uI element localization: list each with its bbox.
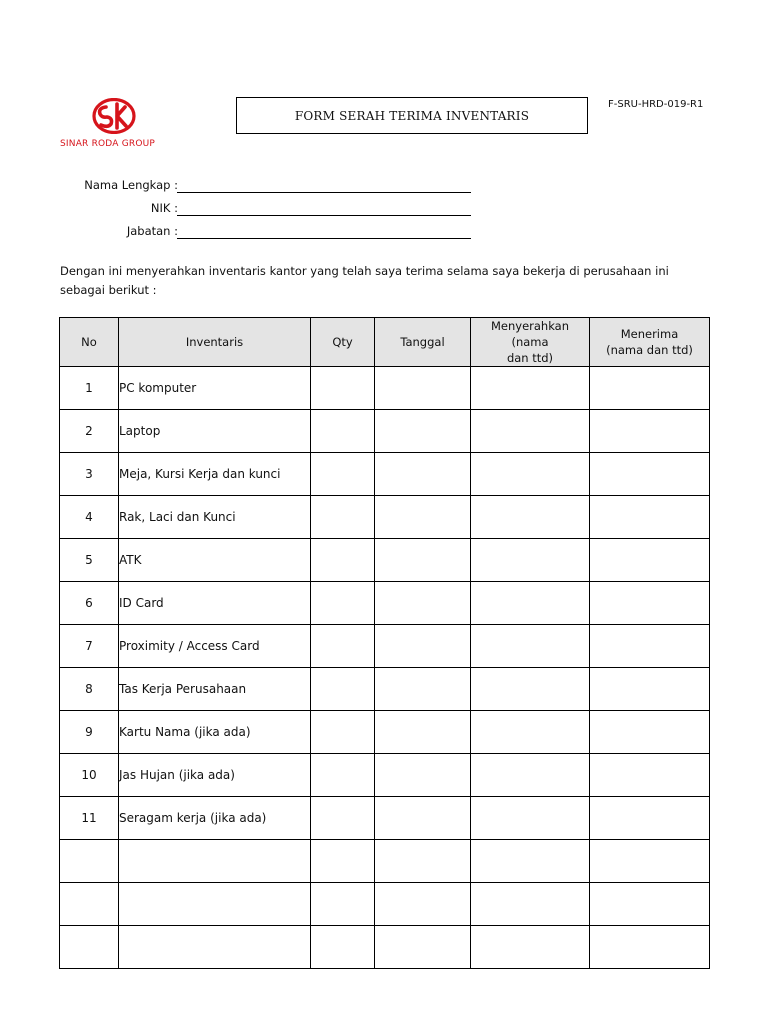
cell-menerima[interactable] — [590, 797, 710, 840]
table-body — [60, 367, 710, 969]
cell-inventaris: Tas Kerja Perusahaan — [119, 668, 311, 711]
table-row — [60, 797, 710, 840]
cell-menerima[interactable] — [590, 367, 710, 410]
cell-menerima[interactable] — [590, 496, 710, 539]
header-text-line: dan ttd) — [506, 351, 554, 365]
cell-menyerahkan[interactable] — [471, 453, 590, 496]
intro-line: sebagai berikut : — [60, 283, 157, 297]
cell-inventaris: Meja, Kursi Kerja dan kunci — [119, 453, 311, 496]
table-row — [60, 367, 710, 410]
cell-tanggal[interactable] — [375, 883, 471, 926]
cell-inventaris — [119, 926, 311, 969]
table-row — [60, 453, 710, 496]
cell-menyerahkan[interactable] — [471, 539, 590, 582]
table-row — [60, 926, 710, 969]
cell-menyerahkan[interactable] — [471, 668, 590, 711]
cell-inventaris: Jas Hujan (jika ada) — [119, 754, 311, 797]
field-label: NIK : — [150, 201, 178, 215]
cell-menerima[interactable] — [590, 754, 710, 797]
cell-qty[interactable] — [311, 410, 375, 453]
cell-tanggal[interactable] — [375, 754, 471, 797]
cell-inventaris: Kartu Nama (jika ada) — [119, 711, 311, 754]
cell-tanggal[interactable] — [375, 625, 471, 668]
cell-tanggal[interactable] — [375, 926, 471, 969]
cell-qty[interactable] — [311, 711, 375, 754]
cell-no: 7 — [60, 625, 119, 668]
cell-no: 10 — [60, 754, 119, 797]
table-row — [60, 711, 710, 754]
cell-tanggal[interactable] — [375, 797, 471, 840]
cell-qty[interactable] — [311, 496, 375, 539]
table-row — [60, 883, 710, 926]
cell-inventaris: ATK — [119, 539, 311, 582]
cell-qty[interactable] — [311, 453, 375, 496]
cell-menerima[interactable] — [590, 883, 710, 926]
table-row — [60, 582, 710, 625]
cell-inventaris — [119, 883, 311, 926]
cell-inventaris: Seragam kerja (jika ada) — [119, 797, 311, 840]
cell-no: 9 — [60, 711, 119, 754]
cell-inventaris: Rak, Laci dan Kunci — [119, 496, 311, 539]
table-row — [60, 840, 710, 883]
cell-menerima[interactable] — [590, 668, 710, 711]
jabatan-input-line[interactable] — [177, 238, 471, 239]
table-row — [60, 496, 710, 539]
table-row — [60, 668, 710, 711]
cell-menerima[interactable] — [590, 582, 710, 625]
field-nama-lengkap — [60, 178, 472, 196]
cell-tanggal[interactable] — [375, 711, 471, 754]
cell-menyerahkan[interactable] — [471, 883, 590, 926]
cell-no: 4 — [60, 496, 119, 539]
cell-menyerahkan[interactable] — [471, 754, 590, 797]
inventory-table — [59, 317, 710, 969]
cell-no: 8 — [60, 668, 119, 711]
form-code: F-SRU-HRD-019-R1 — [608, 99, 704, 110]
cell-qty[interactable] — [311, 883, 375, 926]
field-label: Nama Lengkap : — [84, 178, 178, 192]
cell-no: 6 — [60, 582, 119, 625]
header-text-line: Menyerahkan (nama — [490, 319, 570, 349]
cell-menyerahkan[interactable] — [471, 625, 590, 668]
intro-line: Dengan ini menyerahkan inventaris kantor yang telah saya terima selama saya bekerja di perusahaan ini — [60, 264, 669, 278]
header-tanggal: Tanggal — [375, 318, 471, 367]
table-row — [60, 754, 710, 797]
header-text-line: (nama dan ttd) — [606, 343, 693, 357]
header-qty: Qty — [311, 318, 375, 367]
table-row — [60, 625, 710, 668]
nama-lengkap-input-line[interactable] — [177, 192, 471, 193]
cell-menerima[interactable] — [590, 410, 710, 453]
cell-inventaris: Proximity / Access Card — [119, 625, 311, 668]
cell-inventaris — [119, 840, 311, 883]
cell-qty[interactable] — [311, 625, 375, 668]
cell-qty[interactable] — [311, 840, 375, 883]
cell-qty[interactable] — [311, 668, 375, 711]
cell-menyerahkan[interactable] — [471, 496, 590, 539]
cell-menerima[interactable] — [590, 926, 710, 969]
cell-qty[interactable] — [311, 926, 375, 969]
cell-inventaris: ID Card — [119, 582, 311, 625]
cell-tanggal[interactable] — [375, 496, 471, 539]
cell-no — [60, 883, 119, 926]
cell-qty[interactable] — [311, 539, 375, 582]
cell-tanggal[interactable] — [375, 410, 471, 453]
cell-menerima[interactable] — [590, 711, 710, 754]
header-text-line: Menerima — [620, 327, 679, 341]
cell-menerima[interactable] — [590, 840, 710, 883]
cell-inventaris: Laptop — [119, 410, 311, 453]
field-jabatan — [60, 224, 472, 242]
cell-qty[interactable] — [311, 367, 375, 410]
cell-no — [60, 840, 119, 883]
field-nik — [60, 201, 472, 219]
cell-qty[interactable] — [311, 582, 375, 625]
header-no: No — [60, 318, 119, 367]
intro-paragraph — [60, 262, 680, 300]
form-title: FORM SERAH TERIMA INVENTARIS — [236, 97, 588, 134]
cell-tanggal[interactable] — [375, 840, 471, 883]
cell-no: 5 — [60, 539, 119, 582]
cell-menyerahkan[interactable] — [471, 797, 590, 840]
nik-input-line[interactable] — [177, 215, 471, 216]
cell-menyerahkan[interactable] — [471, 410, 590, 453]
cell-no: 1 — [60, 367, 119, 410]
cell-menyerahkan[interactable] — [471, 840, 590, 883]
cell-menerima[interactable] — [590, 453, 710, 496]
cell-tanggal[interactable] — [375, 668, 471, 711]
cell-no: 3 — [60, 453, 119, 496]
cell-menyerahkan[interactable] — [471, 926, 590, 969]
table-row — [60, 410, 710, 453]
field-label: Jabatan : — [126, 224, 178, 238]
header-menyerahkan — [471, 318, 590, 367]
table-row — [60, 539, 710, 582]
sinar-roda-logo-icon — [92, 98, 136, 134]
cell-qty[interactable] — [311, 754, 375, 797]
company-name: SINAR RODA GROUP — [60, 139, 156, 149]
cell-no — [60, 926, 119, 969]
cell-tanggal[interactable] — [375, 582, 471, 625]
cell-inventaris: PC komputer — [119, 367, 311, 410]
table-header-row — [60, 318, 710, 367]
header-menerima — [590, 318, 710, 367]
cell-no: 11 — [60, 797, 119, 840]
cell-menerima[interactable] — [590, 625, 710, 668]
cell-no: 2 — [60, 410, 119, 453]
cell-tanggal[interactable] — [375, 367, 471, 410]
cell-menyerahkan[interactable] — [471, 367, 590, 410]
header-inventaris: Inventaris — [119, 318, 311, 367]
cell-menyerahkan[interactable] — [471, 711, 590, 754]
cell-menerima[interactable] — [590, 539, 710, 582]
cell-qty[interactable] — [311, 797, 375, 840]
cell-menyerahkan[interactable] — [471, 582, 590, 625]
cell-tanggal[interactable] — [375, 539, 471, 582]
cell-tanggal[interactable] — [375, 453, 471, 496]
